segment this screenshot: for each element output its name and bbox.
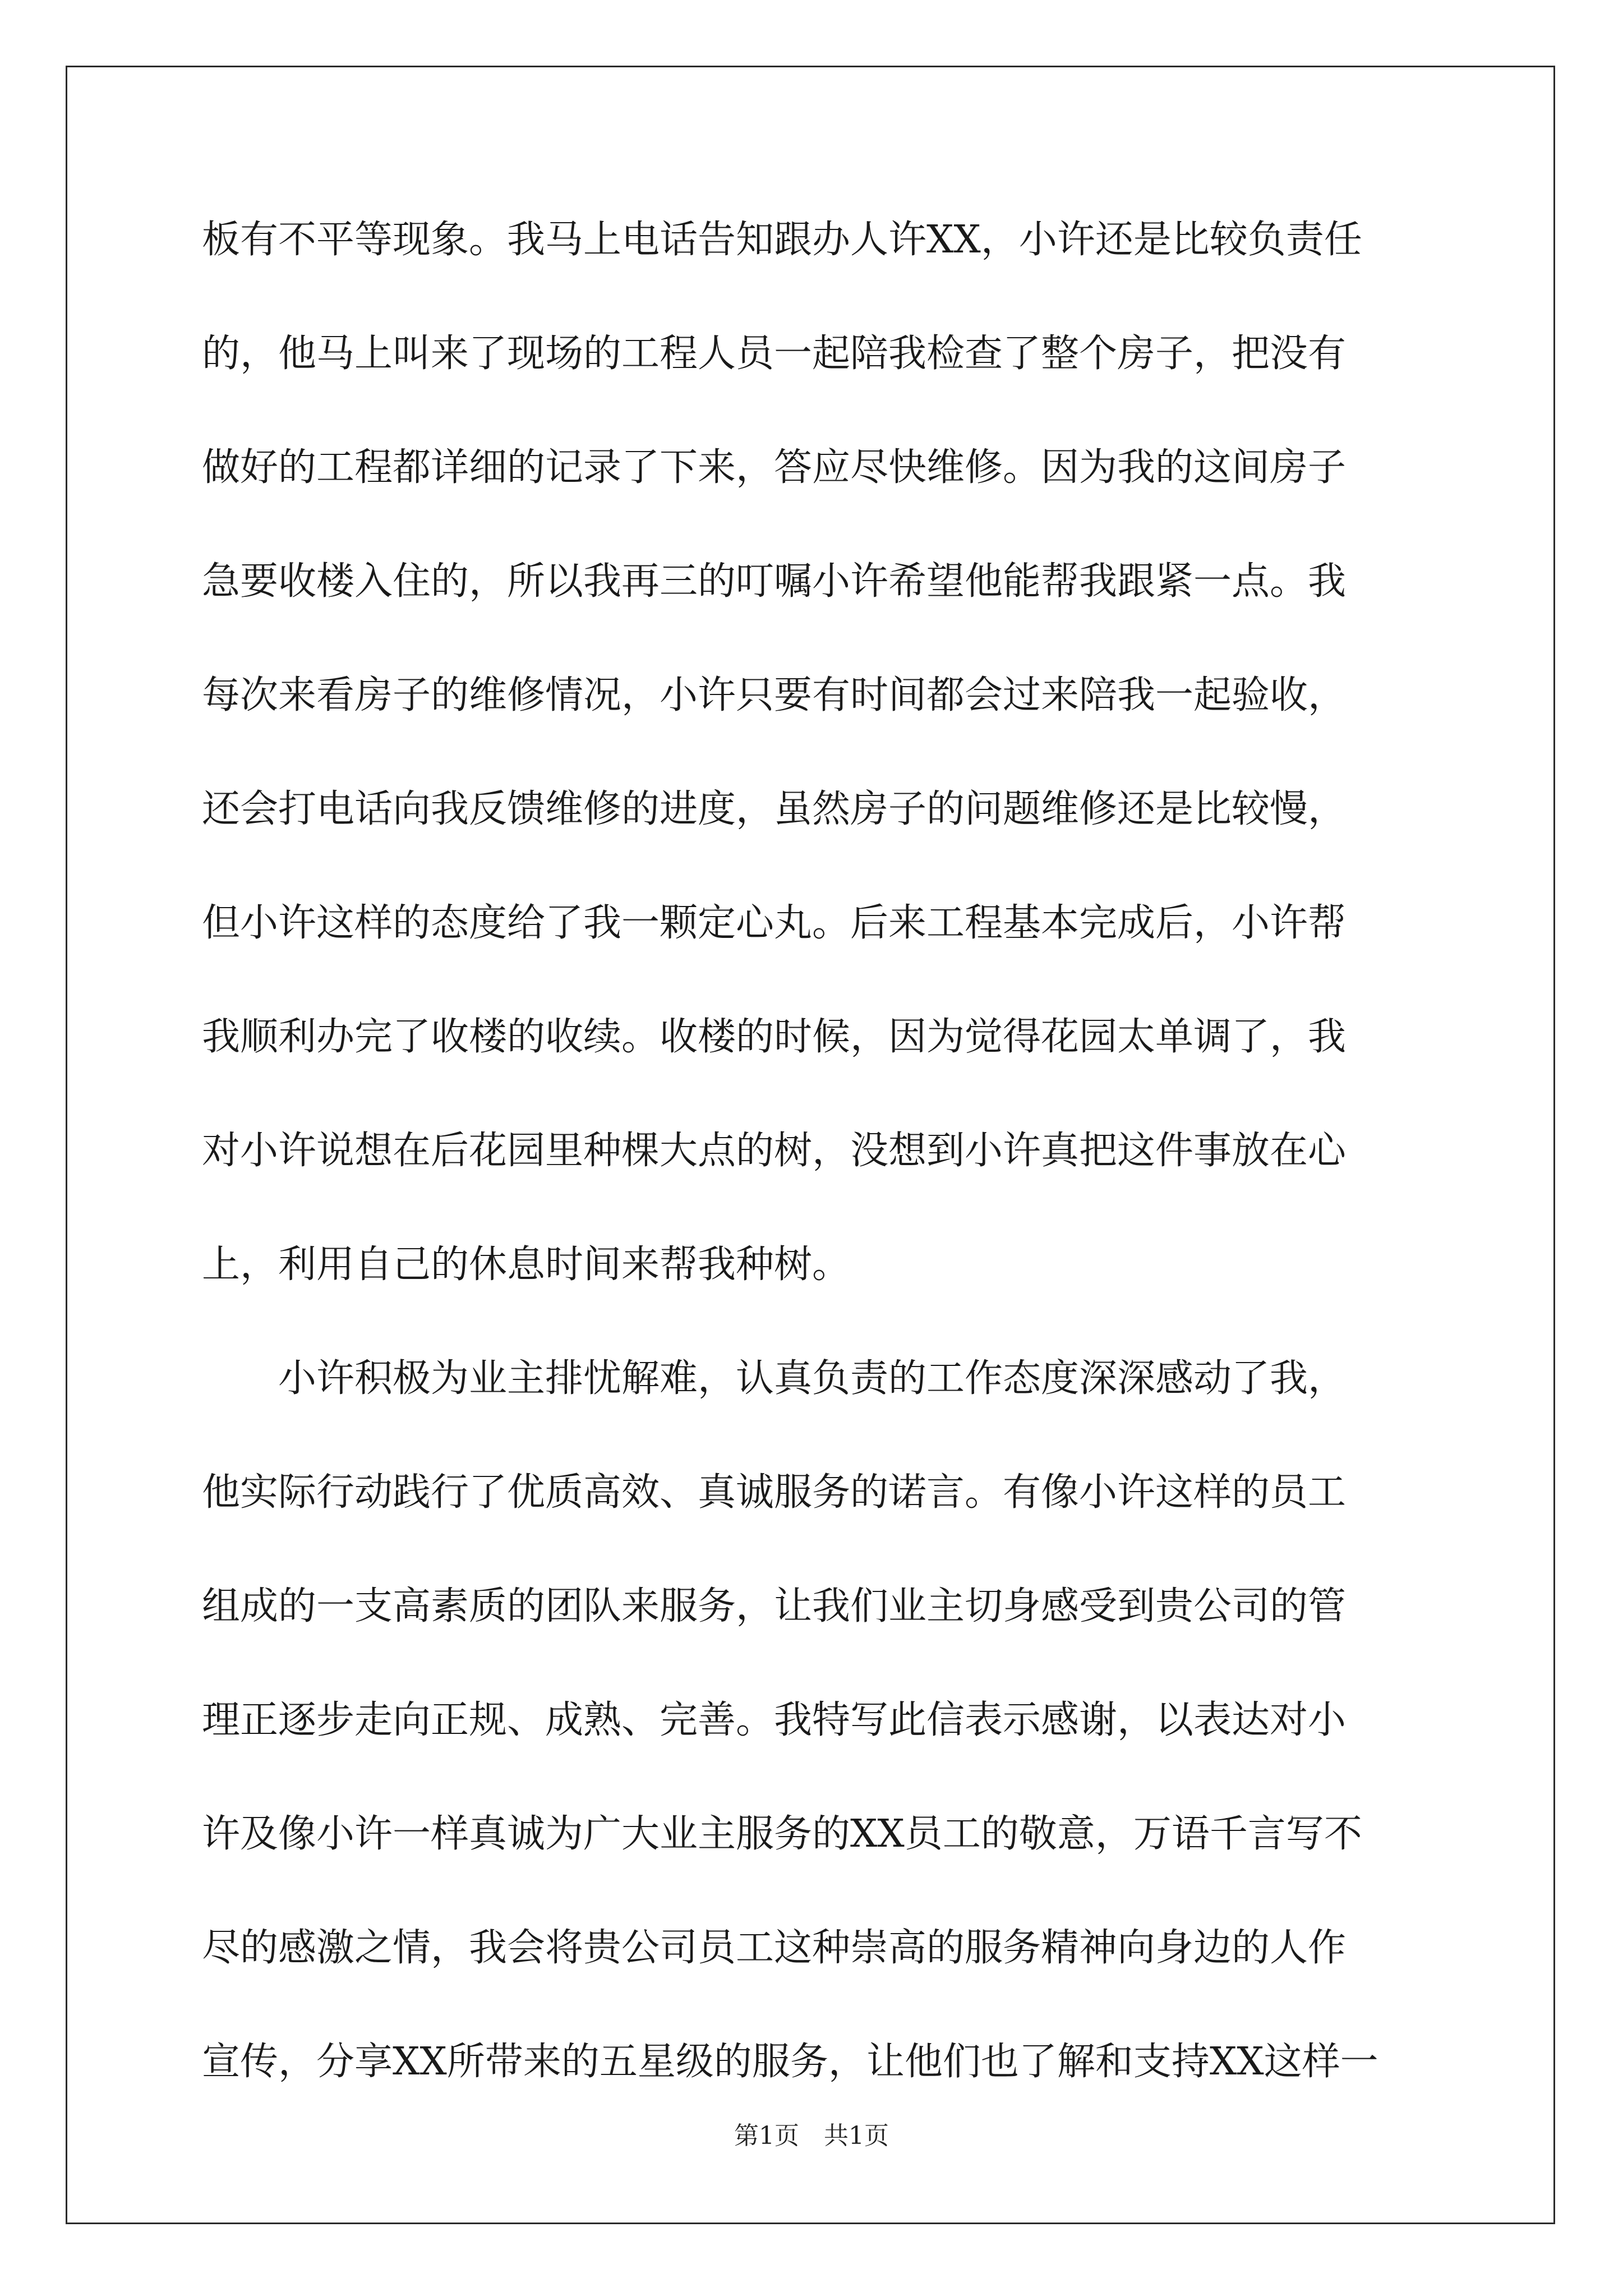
text-line: 尽的感激之情，我会将贵公司员工这种崇高的服务精神向身边的人作 <box>202 1926 1347 1970</box>
text-line: 上，利用自己的休息时间来帮我种树。 <box>202 1243 851 1287</box>
text-line: 还会打电话向我反馈维修的进度，虽然房子的问题维修还是比较慢， <box>202 787 1347 831</box>
document-body <box>202 212 1422 2148</box>
text-line: 理正逐步走向正规、成熟、完善。我特写此信表示感谢，以表达对小 <box>202 1698 1347 1742</box>
text-line: 我顺利办完了收楼的收续。收楼的时候，因为觉得花园太单调了，我 <box>202 1015 1347 1059</box>
page-number: 第1页 共1页 <box>734 2122 889 2150</box>
text-line: 许及像小许一样真诚为广大业主服务的XX员工的敬意，万语千言写不 <box>202 1812 1362 1856</box>
text-line: 小许积极为业主排忧解难，认真负责的工作态度深深感动了我， <box>202 1356 1347 1401</box>
text-line: 急要收楼入住的，所以我再三的叮嘱小许希望他能帮我跟紧一点。我 <box>202 559 1347 604</box>
text-line: 组成的一支高素质的团队来服务，让我们业主切身感受到贵公司的管 <box>202 1584 1347 1628</box>
text-line: 但小许这样的态度给了我一颗定心丸。后来工程基本完成后，小许帮 <box>202 901 1347 945</box>
text-line: 的，他马上叫来了现场的工程人员一起陪我检查了整个房子，把没有 <box>202 332 1347 376</box>
text-line: 做好的工程都详细的记录了下来，答应尽快维修。因为我的这间房子 <box>202 445 1347 490</box>
text-line: 宣传，分享XX所带来的五星级的服务，让他们也了解和支持XX这样一 <box>202 2040 1378 2084</box>
text-line: 每次来看房子的维修情况，小许只要有时间都会过来陪我一起验收， <box>202 673 1347 717</box>
text-line: 对小许说想在后花园里种棵大点的树，没想到小许真把这件事放在心 <box>202 1129 1347 1173</box>
text-line: 他实际行动践行了优质高效、真诚服务的诺言。有像小许这样的员工 <box>202 1470 1347 1515</box>
text-line: 板有不平等现象。我马上电话告知跟办人许XX，小许还是比较负责任 <box>202 218 1362 262</box>
